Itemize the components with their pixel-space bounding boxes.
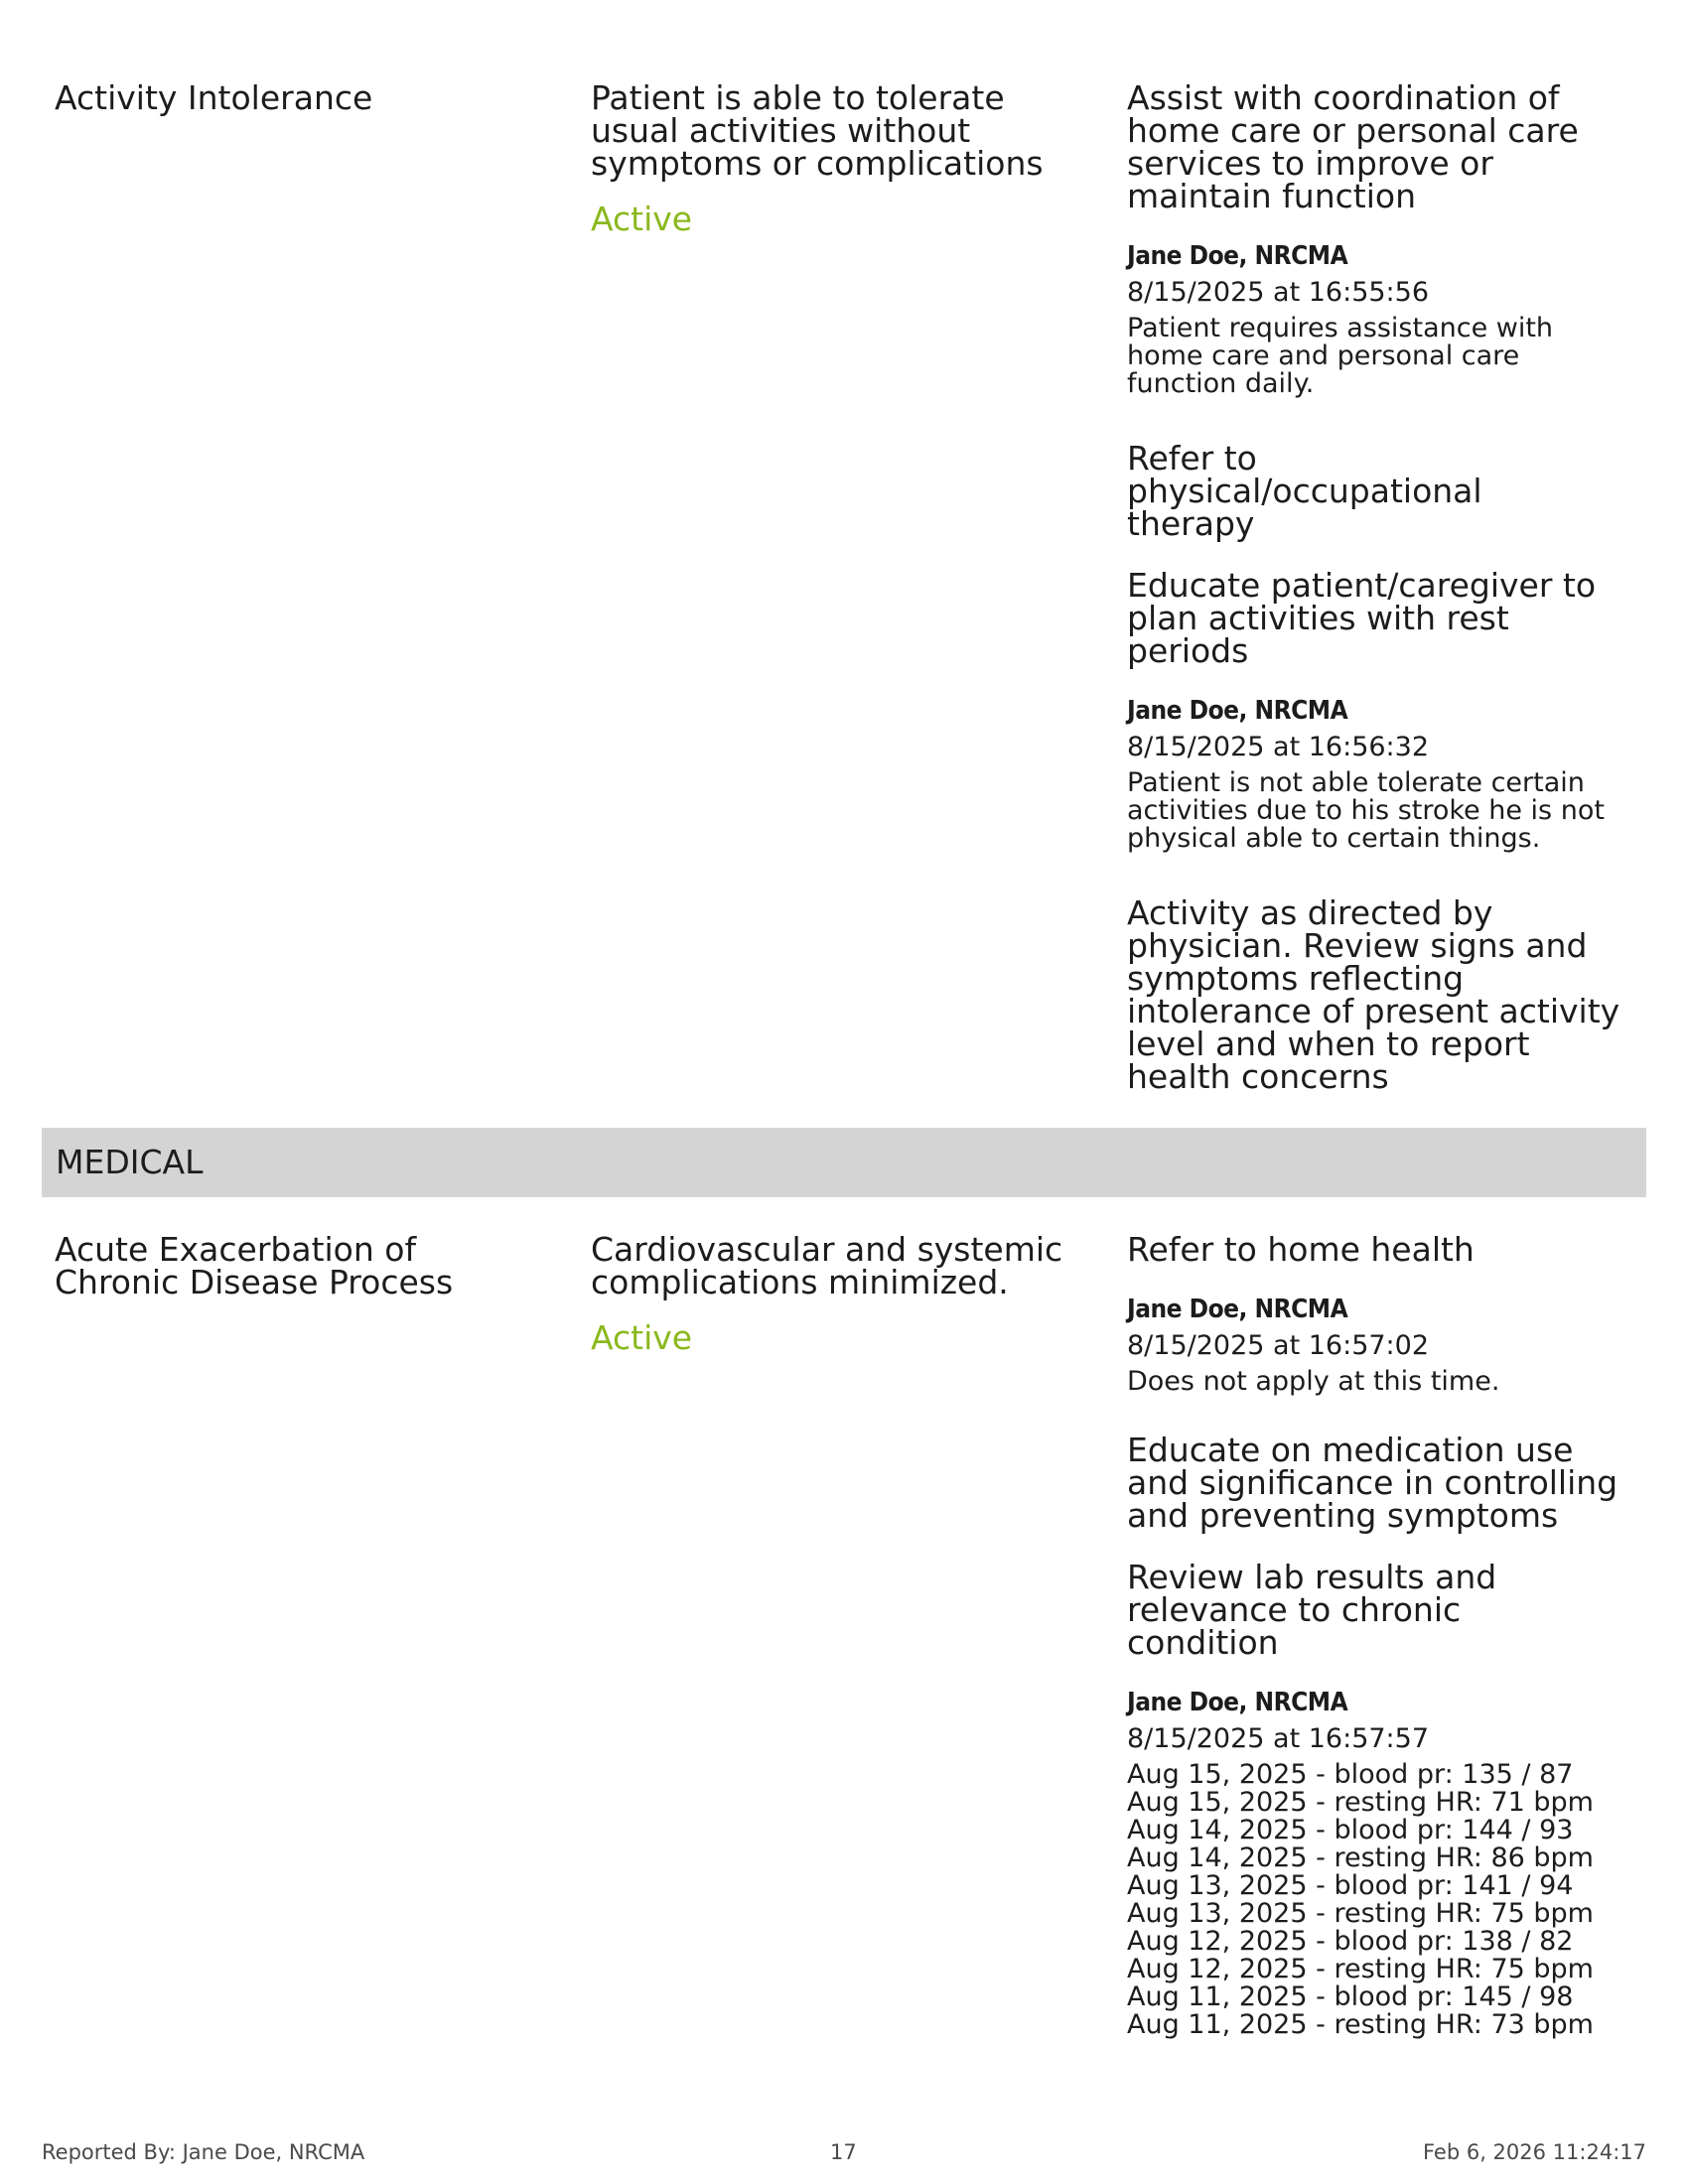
goal-label: Patient is able to tolerate usual activities without symptoms or complications [591,78,1044,183]
note-timestamp: 8/15/2025 at 16:57:57 [1127,1723,1430,1754]
intervention-item [1127,893,1643,1096]
problem-label: Activity Intolerance [55,78,373,117]
intervention-title: Refer to home health [1127,1230,1475,1269]
note-timestamp: 8/15/2025 at 16:57:02 [1127,1330,1430,1361]
note-text: Patient is not able tolerate certain activities due to his stroke he is not physical able to certain things. [1127,767,1605,854]
problem-column [55,78,551,117]
note-author: Jane Doe, NRCMA [1127,241,1348,271]
goal-status: Active [591,1318,693,1357]
note-author: Jane Doe, NRCMA [1127,696,1348,726]
note-text: Aug 15, 2025 - blood pr: 135 / 87 Aug 15, 2025 - resting HR: 71 bpm Aug 14, 2025 - blood pr: 144 / 93 Aug 14, 2025 - resting HR: 86 bpm Aug 13, 2025 - blood pr: 141 / 94 Aug 13, 2025 - resting HR: 75 bpm Aug 12, 2025 - blood pr: 138 / 82 Aug 12, 2025 - resting HR: 75 bpm Aug 11, 2025 - blood pr: 145 / 98 Aug 11, 2025 - resting HR: 73 bpm [1127,1759,1594,2040]
intervention-title: Review lab results and relevance to chronic condition [1127,1558,1497,1662]
intervention-item [1127,566,1643,854]
intervention-item [1127,78,1643,399]
intervention-item [1127,1230,1643,1397]
interventions-column [1127,1230,1643,2083]
section-title: MEDICAL [56,1143,204,1181]
note-text: Patient requires assistance with home care and personal care function daily. [1127,313,1554,399]
problem-label: Acute Exacerbation of Chronic Disease Process [55,1230,454,1301]
intervention-item [1127,1558,1643,2040]
intervention-title: Assist with coordination of home care or personal care services to improve or maintain function [1127,78,1579,215]
goal-column [591,1230,1097,1358]
goal-status: Active [591,200,693,238]
note-timestamp: 8/15/2025 at 16:55:56 [1127,277,1430,308]
note-author: Jane Doe, NRCMA [1127,1688,1348,1717]
intervention-title: Educate patient/caregiver to plan activities with rest periods [1127,566,1597,670]
intervention-item [1127,1431,1643,1535]
goal-column [591,78,1097,239]
intervention-item [1127,439,1643,543]
footer-printed-at: Feb 6, 2026 11:24:17 [1422,2140,1646,2164]
goal-label: Cardiovascular and systemic complications minimized. [591,1230,1063,1301]
note-author: Jane Doe, NRCMA [1127,1295,1348,1324]
note-timestamp: 8/15/2025 at 16:56:32 [1127,732,1430,762]
problem-column [55,1230,551,1301]
interventions-column [1127,78,1643,1137]
footer-page-number: 17 [830,2140,857,2164]
note-text: Does not apply at this time. [1127,1366,1500,1397]
footer-reported-by: Reported By: Jane Doe, NRCMA [42,2140,365,2164]
intervention-title: Activity as directed by physician. Review signs and symptoms reflecting intolerance of present activity level and when to report health concerns [1127,893,1620,1096]
intervention-title: Refer to physical/occupational therapy [1127,439,1482,543]
intervention-title: Educate on medication use and significance in controlling and preventing symptoms [1127,1431,1618,1535]
section-header-bar [42,1128,1646,1197]
